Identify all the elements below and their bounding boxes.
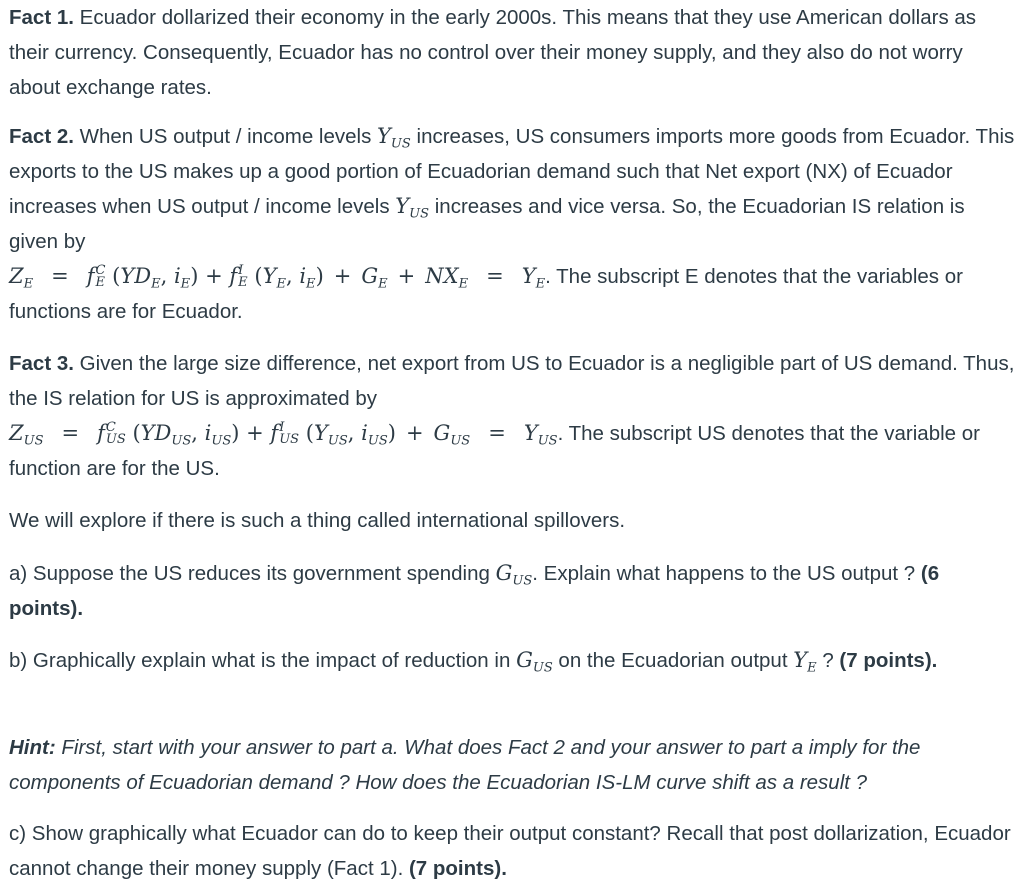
- part-c-paragraph: [9, 816, 1017, 886]
- part-a-text-2: . Explain what happens to the US output ?: [532, 562, 921, 585]
- var-g-us: $G_{US}$: [516, 648, 553, 676]
- part-c-points: (7 points).: [408, 857, 507, 880]
- part-b-text-3: ?: [816, 649, 840, 672]
- fact-2-text-1: When US output / income levels: [73, 125, 378, 148]
- hint-paragraph: [9, 730, 1017, 800]
- fact-3-paragraph: [9, 346, 1017, 486]
- us-is-equation: $Z_{US} = f$ C US ($YD_{US}$, $i_{US}) + f$ I US ($Y_{US}$, $i_{US}) + G_{US} = Y_{US}$: [9, 419, 558, 449]
- fact-1-text: Ecuador dollarized their economy in the early 2000s. This means that they use American dollars as their currency. Consequently, Ecuador has no control over their money supply, and they also do not worry about exchange rates.: [9, 6, 977, 99]
- fact-2-label: Fact 2.: [9, 125, 74, 148]
- var-g-us: $G_{US}$: [495, 561, 533, 589]
- part-b-text-1: b) Graphically explain what is the impact of reduction in: [9, 649, 517, 672]
- part-a-points: (6 points).: [9, 562, 940, 620]
- part-c-text: c) Show graphically what Ecuador can do to keep their output constant? Recall that post dollarization, Ecuador cannot change their money supply (Fact 1).: [9, 822, 1011, 880]
- fact-2-paragraph: [9, 119, 1017, 329]
- hint-label: Hint:: [9, 736, 56, 759]
- fact-2-text-2: increases, US consumers imports more goods from Ecuador. This exports to the US makes up a good portion of Ecuadorian demand such that Net export (NX) of Ecuador increases when US output / income levels: [9, 125, 1015, 218]
- part-a-paragraph: [9, 556, 1017, 626]
- var-y-us: $Y_{US}$: [395, 194, 430, 222]
- var-y-e: $Y_E$: [793, 648, 817, 676]
- fact-3-text-2: . The subscript US denotes that the variable or function are for the US.: [9, 422, 980, 480]
- part-a-text-1: a) Suppose the US reduces its government spending: [9, 562, 496, 585]
- fact-1-label: Fact 1.: [9, 6, 74, 29]
- fact-3-label: Fact 3.: [9, 352, 74, 375]
- explore-paragraph: [9, 503, 1017, 538]
- fact-2-text-4: . The subscript E denotes that the variables or functions are for Ecuador.: [9, 265, 963, 323]
- part-b-points: (7 points).: [839, 649, 938, 672]
- part-b-text-2: on the Ecuadorian output: [552, 649, 794, 672]
- var-y-us: $Y_{US}$: [377, 124, 411, 152]
- explore-text: We will explore if there is such a thing called international spillovers.: [9, 509, 626, 532]
- ecuador-is-equation: $Z_E = f$ C E ($YD_E$, $i_E) + f$ I E ($Y_E$, $i_E) + G_E + NX_E = Y_E$: [9, 262, 546, 292]
- fact-2-text-3: increases and vice versa. So, the Ecuadorian IS relation is given by: [9, 195, 965, 253]
- part-b-paragraph: [9, 643, 1017, 678]
- hint-text: First, start with your answer to part a. What does Fact 2 and your answer to part a imply for the components of Ecuadorian demand ? How does the Ecuadorian IS-LM curve shift as a result ?: [9, 736, 921, 794]
- fact-3-text-1: Given the large size difference, net export from US to Ecuador is a negligible part of US demand. Thus, the IS relation for US is approximated by: [9, 352, 1015, 410]
- fact-1-paragraph: [9, 0, 1017, 105]
